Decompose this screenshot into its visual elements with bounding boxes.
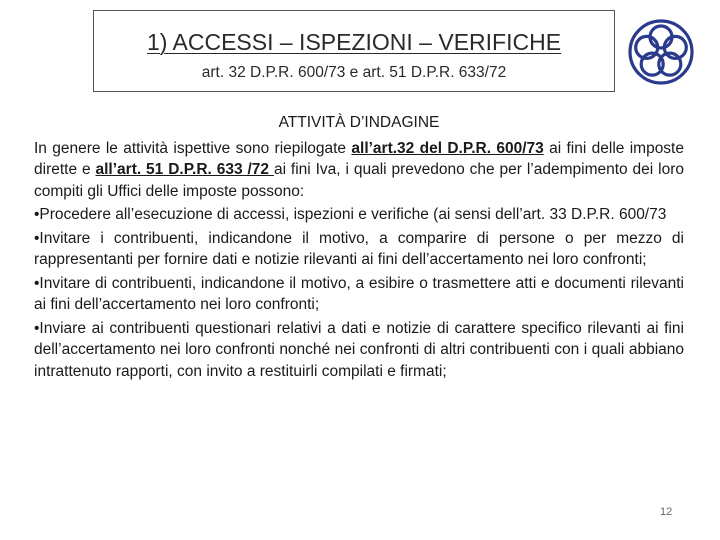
intro-text-1: In genere le attività ispettive sono riepilogate bbox=[34, 139, 352, 157]
bullet-item: •Invitare di contribuenti, indicandone il motivo, a esibire o trasmettere atti e documenti rilevanti ai fini dell’accertamento nei loro confronti; bbox=[34, 274, 684, 313]
intro-paragraph bbox=[34, 138, 684, 203]
content-body bbox=[34, 112, 684, 382]
intro-text-3: ai fini Iva, i quali prevedono che per l’adempimento dei loro compiti gli Uffici delle imposte possono: bbox=[34, 161, 684, 200]
section-title: ATTIVITÀ D’INDAGINE bbox=[278, 114, 440, 131]
law-reference-2: all’art. 51 D.P.R. 633 /72 bbox=[95, 161, 274, 178]
page-subtitle: art. 32 D.P.R. 600/73 e art. 51 D.P.R. 633/72 bbox=[201, 64, 507, 81]
interlaced-circles-logo-icon bbox=[624, 15, 698, 89]
title-box bbox=[93, 10, 615, 92]
bullet-item: •Invitare i contribuenti, indicandone il motivo, a comparire di persone o per mezzo di rappresentanti per fornire dati e notizie rilevanti ai fini dell’accertamento nei loro confronti; bbox=[34, 229, 684, 268]
page-number: 12 bbox=[660, 506, 673, 518]
page-title: 1) ACCESSI – ISPEZIONI – VERIFICHE bbox=[146, 29, 562, 55]
bullet-item: •Inviare ai contribuenti questionari relativi a dati e notizie di carattere specifico rilevanti ai fini dell’accertamento nei loro confronti nonché nei confronti di altri contribuenti con i quali abbiano intrattenuto rapporti, con invito a restituirli compilati e firmati; bbox=[34, 319, 684, 380]
law-reference-1: all’art.32 del D.P.R. 600/73 bbox=[351, 139, 544, 157]
bullet-item: •Procedere all’esecuzione di accessi, ispezioni e verifiche (ai sensi dell’art. 33 D.P.R. 600/73 bbox=[34, 206, 667, 223]
intro-text-2: ai fini delle imposte dirette e bbox=[34, 139, 684, 178]
